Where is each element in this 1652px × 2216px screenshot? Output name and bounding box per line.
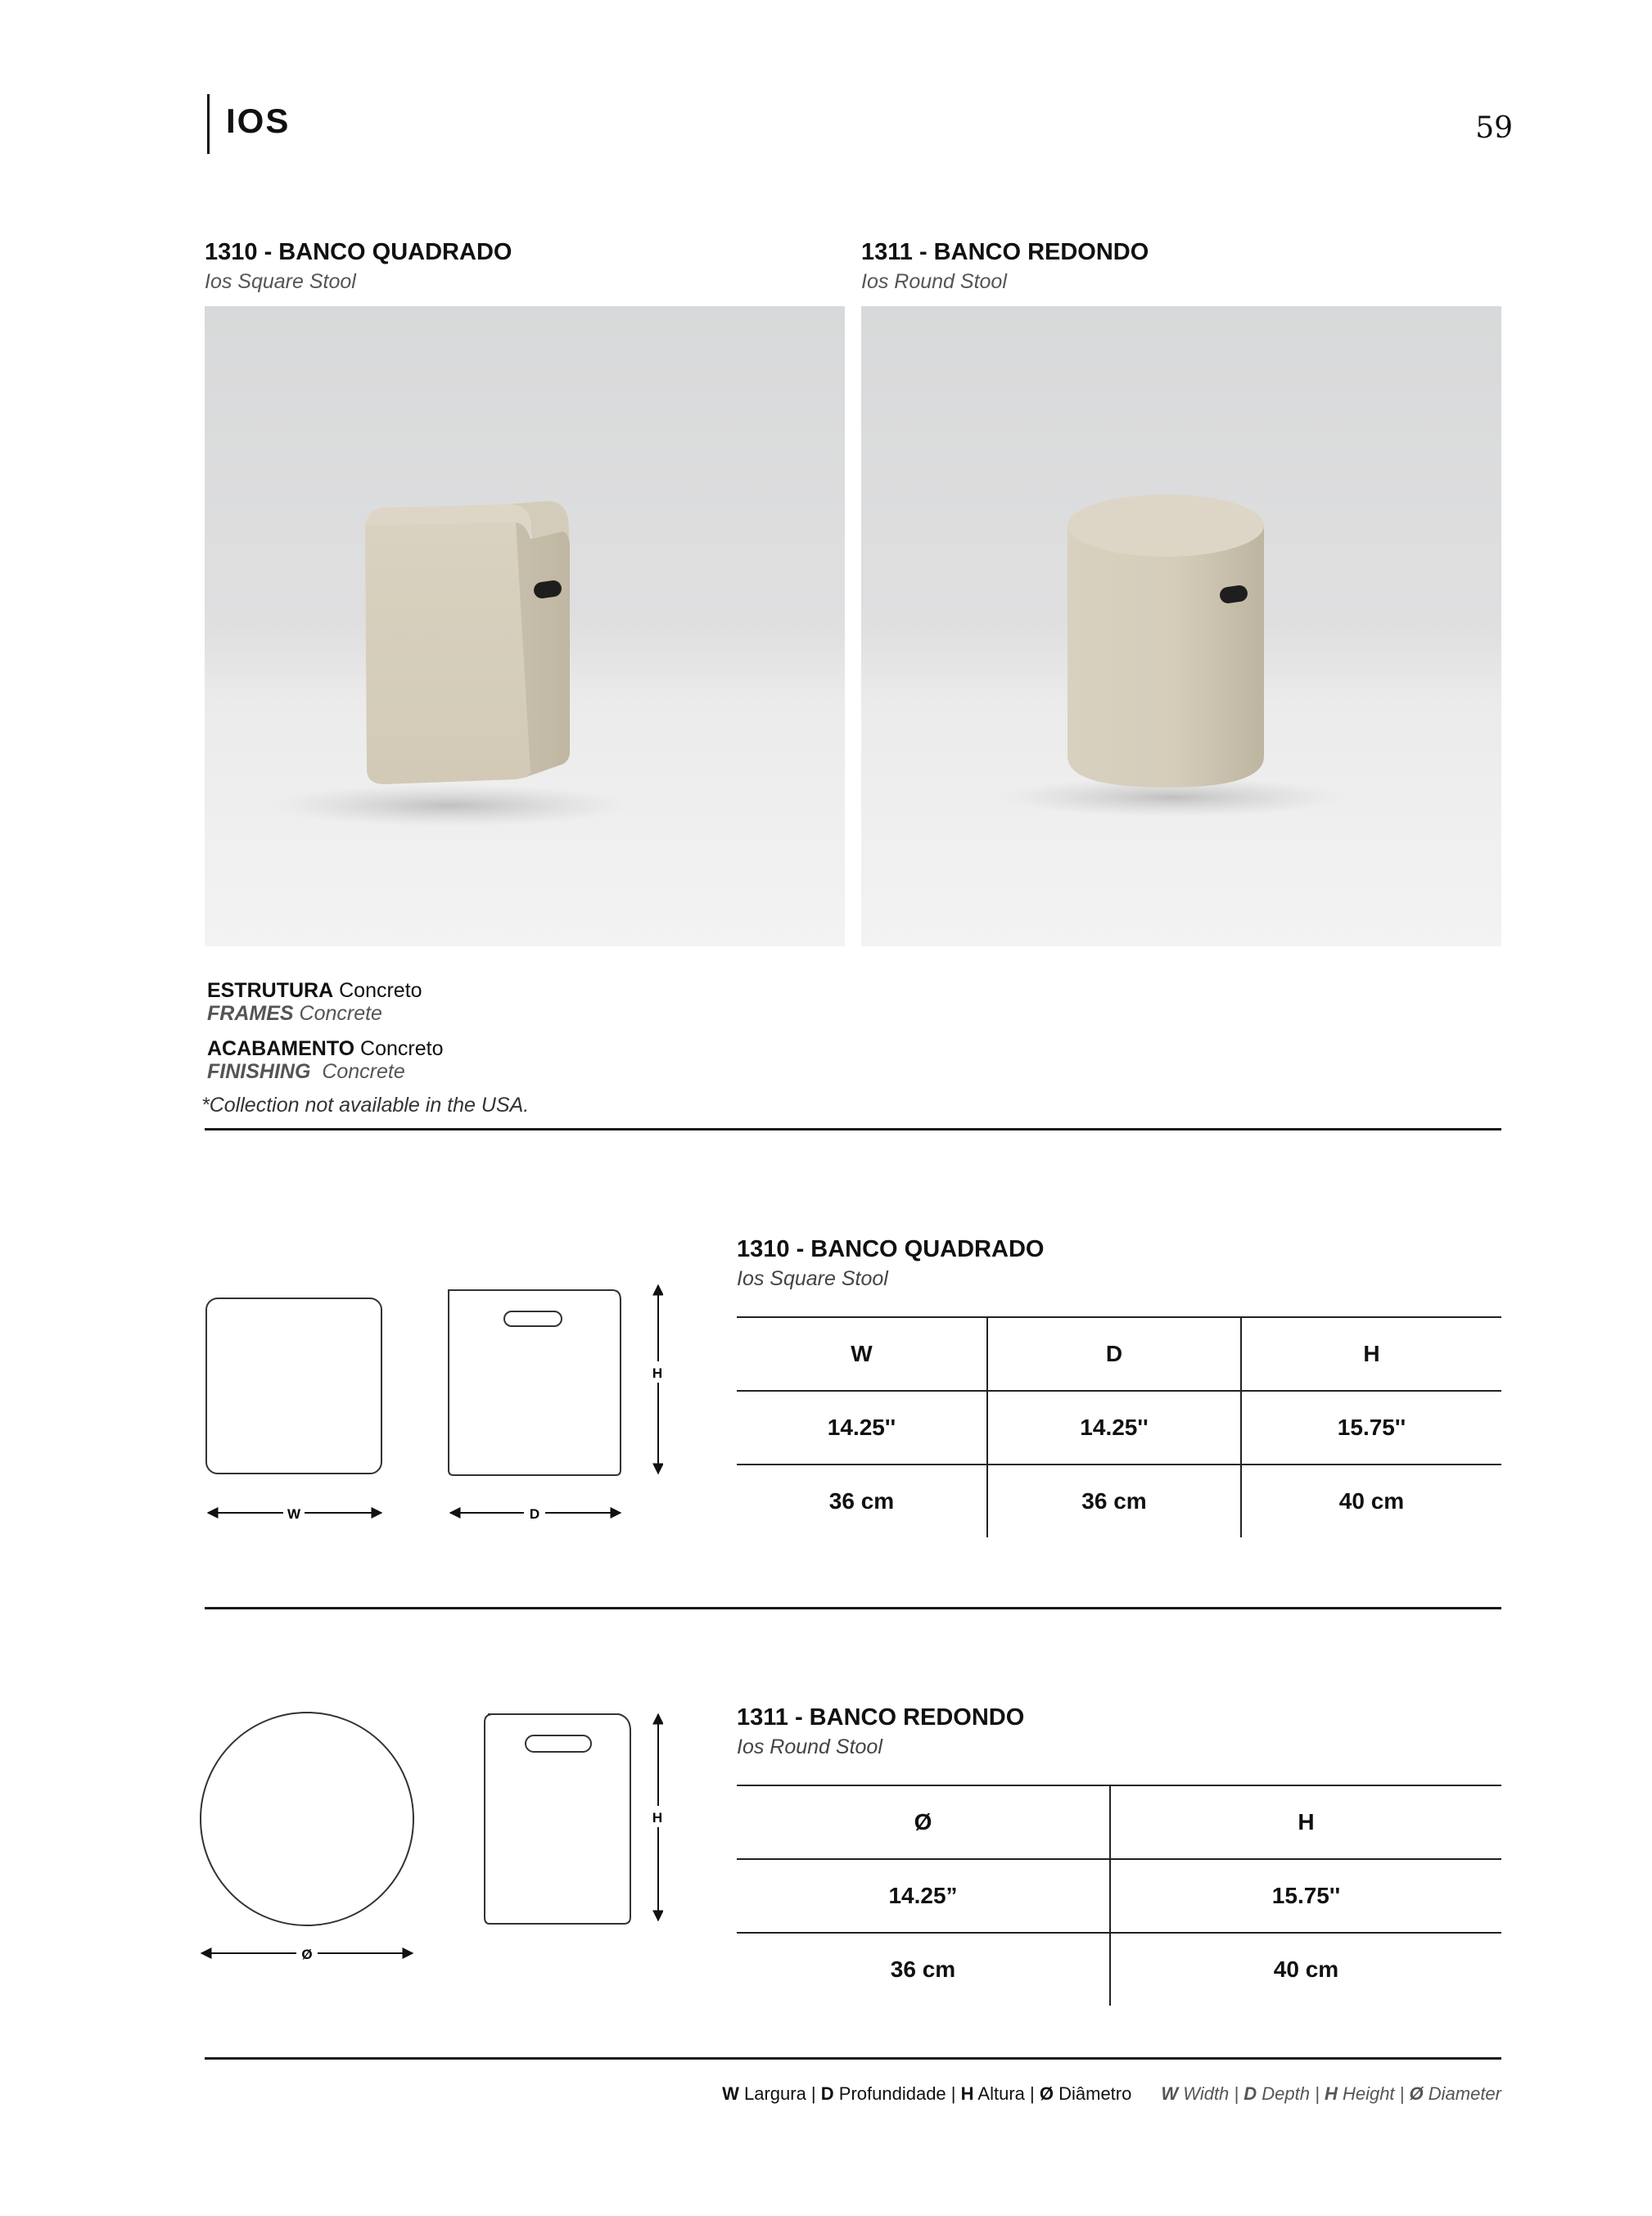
dim-2-title: 1311 - BANCO REDONDO [737,1704,1025,1731]
dim-2-subtitle: Ios Round Stool [737,1735,882,1758]
header-h: H [1241,1317,1501,1391]
handle-slot [526,1735,591,1752]
diameter-label: Ø [301,1947,313,1962]
footer-divider [205,2057,1501,2060]
table-row [737,1933,1501,2006]
product-2-title: 1311 - BANCO REDONDO [861,239,1149,265]
dim-1-table [737,1316,1501,1537]
header-d: D [987,1317,1241,1391]
dim-1-subtitle: Ios Square Stool [737,1267,888,1290]
height-label: H [652,1365,663,1381]
side-view-square [449,1290,621,1475]
product-1-title: 1310 - BANCO QUADRADO [205,239,512,265]
legend-pt: W Largura | D Profundidade | H Altura | Ø Diâmetro [722,2083,1132,2104]
table-header-row [737,1317,1501,1391]
handle-slot [504,1311,562,1326]
dim-2-table [737,1785,1501,2006]
square-stool-photo [205,306,845,946]
cell-h-inches: 15.75'' [1110,1859,1501,1933]
table-row [737,1859,1501,1933]
dimension-legend [573,2083,1501,2105]
table-row [737,1465,1501,1537]
depth-label: D [529,1506,540,1522]
cell-diameter-cm: 36 cm [890,1956,956,1982]
cell-d-inches: 14.25'' [987,1391,1241,1465]
top-view-circle [201,1713,413,1925]
side-view-cylinder [485,1714,630,1924]
spec-finish-en: FINISHING Concrete [207,1060,405,1083]
table-header-row [737,1785,1501,1859]
spec-structure-pt: ESTRUTURA Concreto [207,979,422,1002]
page-number: 59 [1475,111,1513,145]
header-w: W [737,1317,987,1391]
cell-h-inches: 15.75'' [1241,1391,1501,1465]
table-row [737,1391,1501,1465]
product-2-subtitle: Ios Round Stool [861,270,1007,293]
cell-diameter-inches: 14.25” [737,1859,1110,1933]
header-divider [207,94,210,154]
round-stool-drawing [196,1703,663,1981]
legend-en: W Width | D Depth | H Height | Ø Diameter [1161,2083,1501,2104]
spec-finish-pt: ACABAMENTO Concreto [207,1037,444,1060]
width-label: W [287,1506,301,1522]
cell-w-inches: 14.25'' [737,1391,987,1465]
cell-h-cm: 40 cm [1241,1465,1501,1537]
availability-note: *Collection not available in the USA. [201,1094,530,1117]
dim-1-title: 1310 - BANCO QUADRADO [737,1236,1045,1262]
spec-structure-en: FRAMES Concrete [207,1002,382,1025]
section-divider-2 [205,1607,1501,1609]
header-h: H [1110,1785,1501,1859]
cell-w-cm: 36 cm [828,1488,895,1514]
header-diameter: Ø [737,1785,1110,1859]
height-label: H [652,1810,663,1826]
round-stool-photo [861,306,1501,946]
cell-d-cm: 36 cm [987,1465,1241,1537]
top-view-square [206,1298,381,1474]
cell-h-cm: 40 cm [1110,1933,1501,2006]
collection-title: IOS [226,102,291,140]
square-stool-drawing [196,1267,663,1537]
product-1-subtitle: Ios Square Stool [205,270,356,293]
section-divider-1 [205,1128,1501,1131]
